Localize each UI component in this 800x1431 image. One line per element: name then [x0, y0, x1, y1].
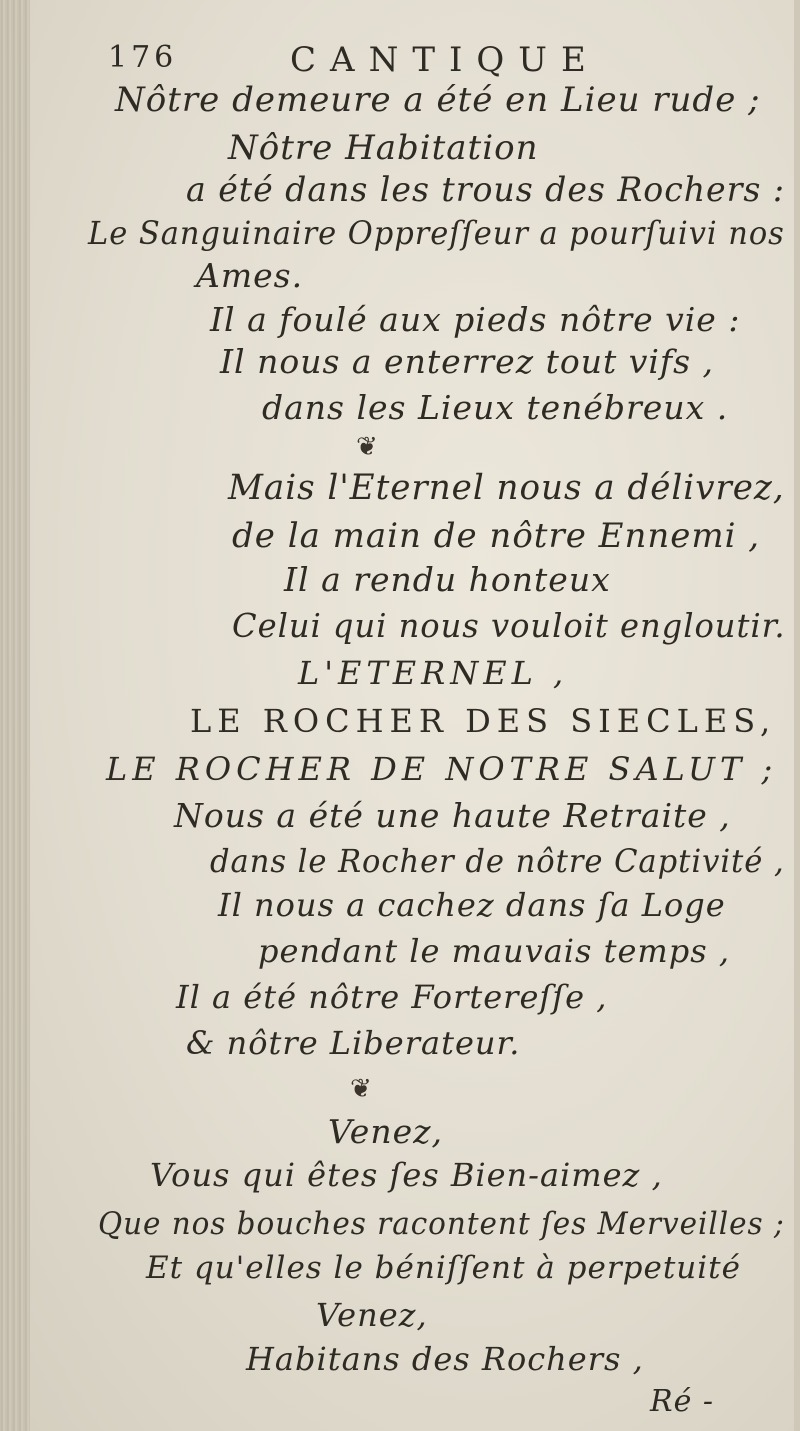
- text-line: & nôtre Liberateur.: [186, 1024, 521, 1062]
- text-line: Celui qui nous vouloit engloutir.: [232, 606, 786, 645]
- text-line: Il a été nôtre Fortereſſe ,: [176, 978, 608, 1016]
- book-binding: [0, 0, 30, 1431]
- ornament-icon: ❦: [350, 1074, 372, 1104]
- text-line: Nôtre Habitation: [228, 128, 539, 168]
- page-number: 176: [108, 40, 178, 75]
- page-edge: [794, 0, 800, 1431]
- text-line: L'ETERNEL ,: [298, 654, 569, 692]
- text-line: Il a rendu honteux: [284, 560, 611, 599]
- text-line: de la main de nôtre Ennemi ,: [232, 516, 761, 556]
- text-line: dans les Lieux tenébreux .: [262, 388, 729, 427]
- text-line: Il a foulé aux pieds nôtre vie :: [210, 300, 741, 339]
- ornament-icon: ❦: [356, 432, 378, 462]
- text-line: Habitans des Rochers ,: [246, 1340, 644, 1378]
- text-line: Nôtre demeure a été en Lieu rude ;: [115, 80, 761, 120]
- text-line: Nous a été une haute Retraite ,: [174, 796, 731, 835]
- text-line: dans le Rocher de nôtre Captivité ,: [210, 842, 785, 880]
- catchword: Ré -: [650, 1384, 715, 1419]
- text-line: LE ROCHER DES SIECLES,: [190, 702, 777, 740]
- text-line: Ames.: [196, 256, 304, 295]
- running-head: CANTIQUE: [290, 40, 600, 80]
- text-line: Venez,: [328, 1112, 443, 1151]
- text-line: Mais l'Eternel nous a délivrez,: [228, 468, 785, 508]
- text-line: LE ROCHER DE NOTRE SALUT ;: [106, 750, 778, 788]
- text-line: Il nous a enterrez tout vifs ,: [220, 342, 715, 381]
- text-line: Le Sanguinaire Oppreſſeur a pourſuivi nos: [88, 214, 785, 252]
- text-line: pendant le mauvais temps ,: [258, 932, 730, 970]
- text-line: a été dans les trous des Rochers :: [186, 170, 786, 210]
- text-line: Venez,: [316, 1296, 428, 1334]
- text-line: Que nos bouches racontent ſes Merveilles ;: [98, 1206, 785, 1242]
- text-line: Il nous a cachez dans ſa Loge: [218, 886, 726, 924]
- text-line: Vous qui êtes ſes Bien-aimez ,: [150, 1156, 663, 1194]
- text-line: Et qu'elles le béniſſent à perpetuité: [146, 1250, 741, 1286]
